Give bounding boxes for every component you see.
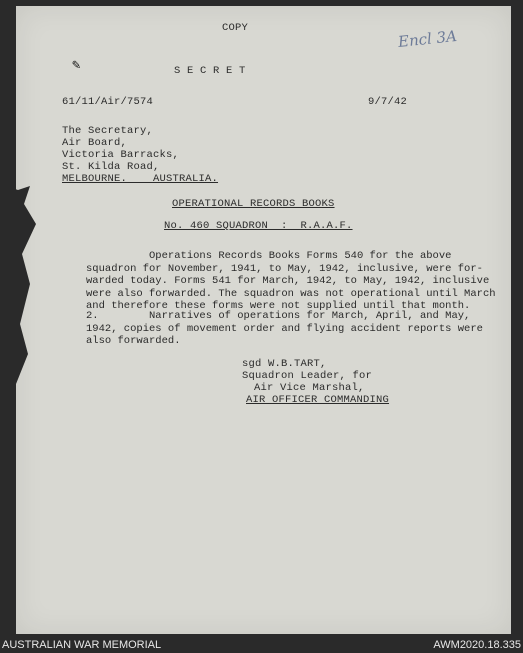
copy-label: COPY: [222, 22, 249, 34]
subject-line-1: OPERATIONAL RECORDS BOOKS: [172, 198, 335, 210]
secret-heading: S E C R E T: [174, 65, 246, 77]
handwritten-annotation: Encl 3A: [397, 26, 458, 52]
signature-line-3: Air Vice Marshal,: [254, 382, 365, 394]
paragraph-2: 2. Narratives of operations for March, April, and May, 1942, copies of movement order and flying accident reports were also forwarded.: [86, 310, 483, 347]
footer-institution: AUSTRALIAN WAR MEMORIAL: [2, 639, 162, 651]
paragraph-1: Operations Records Books Forms 540 for the above squadron for November, 1941, to May, 1942, inclusive, were for- warded today. Forms 541 for March, 1942, to May, 1942, inclusive were also forwarded. The squadron was not operational until March and therefore these forms were not supplied until that month.: [86, 250, 496, 312]
footer-bar: [0, 636, 523, 653]
signature-line-1: sgd W.B.TART,: [242, 358, 327, 370]
address-line-2: Air Board,: [62, 137, 128, 149]
ink-mark: ✎: [72, 58, 81, 74]
letter-date: 9/7/42: [368, 96, 408, 108]
address-line-4: St. Kilda Road,: [62, 161, 160, 173]
footer-accession: AWM2020.18.335: [433, 639, 521, 651]
address-line-3: Victoria Barracks,: [62, 149, 180, 161]
address-line-5: MELBOURNE. AUSTRALIA.: [62, 173, 219, 185]
signature-line-2: Squadron Leader, for: [242, 370, 373, 382]
subject-line-2: No. 460 SQUADRON : R.A.A.F.: [164, 220, 353, 232]
reference-number: 61/11/Air/7574: [62, 96, 154, 108]
address-line-1: The Secretary,: [62, 125, 154, 137]
signature-line-4: AIR OFFICER COMMANDING: [246, 394, 390, 406]
torn-edge: [0, 184, 40, 384]
